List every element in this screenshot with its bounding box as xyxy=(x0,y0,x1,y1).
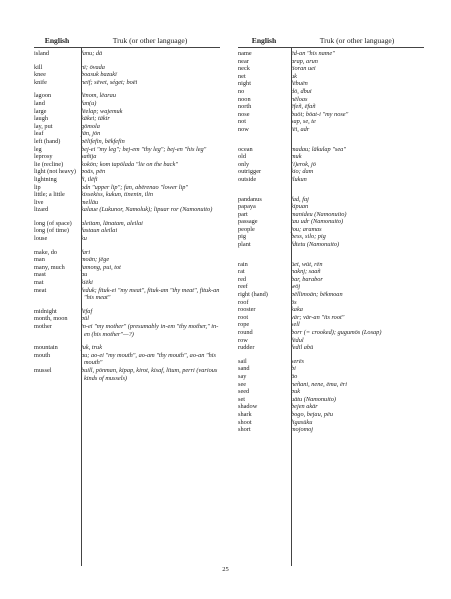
dictionary-entry xyxy=(238,337,424,345)
dictionary-entry xyxy=(238,426,424,434)
dictionary-entry xyxy=(238,419,424,427)
truk-translation: kiēki xyxy=(81,279,93,287)
english-word: round xyxy=(238,329,253,336)
dictionary-entry xyxy=(238,126,424,134)
dictionary-entry xyxy=(238,218,424,226)
english-word: meat xyxy=(34,286,47,294)
truk-translation: fad, faj xyxy=(291,195,309,203)
dictionary-entry xyxy=(34,79,220,87)
truk-translation: pēlifefin, bēkfefin xyxy=(81,137,125,145)
dictionary-entry xyxy=(238,241,424,249)
truk-translation: madau; lākulap "sea" xyxy=(291,145,346,153)
dictionary-entry xyxy=(34,50,220,58)
english-word: rooster xyxy=(238,306,256,314)
truk-translation: ūet, wūt, rēn xyxy=(291,260,323,268)
truk-translation: ligasūku xyxy=(291,418,313,426)
english-word: name xyxy=(238,50,252,57)
truk-translation: bejen akār xyxy=(291,403,318,411)
truk-translation: mojomoj xyxy=(291,426,314,434)
dictionary-entry xyxy=(34,367,220,382)
english-word: no xyxy=(238,87,245,95)
english-word: shark xyxy=(238,410,252,418)
truk-translation: bej-ei "my leg"; bej-em "thy leg"; bej-en "his leg" xyxy=(81,145,207,153)
english-word: lightning xyxy=(34,175,57,183)
truk-translation: poās, pēn xyxy=(81,168,106,176)
dictionary-entry xyxy=(238,203,424,211)
english-word: outside xyxy=(238,175,257,183)
truk-translation: fi, ilēfi xyxy=(81,175,98,183)
dictionary-entry xyxy=(238,276,424,284)
english-word: knee xyxy=(34,71,46,79)
dictionary-entry xyxy=(238,176,424,184)
english-word: month, moon xyxy=(34,315,68,323)
dictionary-entry xyxy=(34,220,220,228)
truk-translation: nī; ōvada xyxy=(81,63,105,71)
english-word: plant xyxy=(238,241,251,249)
dictionary-entry xyxy=(34,264,220,272)
dictionary-entry xyxy=(238,161,424,169)
english-word: island xyxy=(34,50,50,57)
dictionary-entry xyxy=(238,388,424,396)
english-word: set xyxy=(238,395,245,403)
truk-translation: jān, jōn xyxy=(81,130,101,138)
dictionary-page xyxy=(34,36,424,566)
dictionary-entry xyxy=(238,314,424,322)
right-entries xyxy=(238,50,424,434)
truk-translation: kokōn; kom tapōlada "lie on the back" xyxy=(81,160,178,168)
dictionary-entry xyxy=(238,226,424,234)
english-word: mouth xyxy=(34,351,51,359)
english-word: mast xyxy=(34,271,46,279)
dictionary-entry xyxy=(34,176,220,184)
dictionary-entry xyxy=(34,199,220,207)
english-word: lie (recline) xyxy=(34,160,64,168)
english-word: red xyxy=(238,275,247,283)
truk-translation: (i)erok, jō xyxy=(291,160,316,168)
truk-translation: ku xyxy=(81,235,87,243)
english-word: papaya xyxy=(238,203,256,211)
right-column xyxy=(238,36,424,566)
truk-translation: pēllimoān; bēkmoan xyxy=(291,291,343,299)
english-word: roof xyxy=(238,298,249,306)
english-word: long (of time) xyxy=(34,227,69,235)
left-entries xyxy=(34,50,220,382)
dictionary-entry xyxy=(34,146,220,154)
dictionary-entry xyxy=(238,291,424,299)
english-word: long (of space) xyxy=(34,219,72,227)
truk-translation: fedil abū xyxy=(291,344,314,352)
english-word: lizard xyxy=(34,206,49,214)
truk-translation: ēfeñ, ēfañ xyxy=(291,103,316,111)
left-column xyxy=(34,36,220,566)
dictionary-entry xyxy=(238,233,424,241)
english-word: old xyxy=(238,153,247,161)
english-word: mussel xyxy=(34,366,52,374)
truk-translation: pūl xyxy=(81,315,90,323)
dictionary-entry xyxy=(238,306,424,314)
left-column-header xyxy=(34,36,220,48)
truk-translation: muk xyxy=(291,153,302,161)
truk-translation: fari xyxy=(81,248,91,256)
truk-translation: iēi, adr xyxy=(291,125,310,133)
english-word: louse xyxy=(34,235,48,243)
english-word: rat xyxy=(238,268,245,276)
truk-translation: odn "upper lip"; fan, abērenao "lower lip" xyxy=(81,183,189,191)
dictionary-entry xyxy=(238,411,424,419)
english-word: right (hand) xyxy=(238,291,268,299)
english-word: large xyxy=(34,107,47,115)
truk-translation: mellāu xyxy=(81,198,99,206)
dictionary-entry xyxy=(34,100,220,108)
dictionary-entry xyxy=(34,235,220,243)
english-word: man xyxy=(34,256,45,264)
truk-translation: au xyxy=(81,271,88,279)
dictionary-entry xyxy=(34,115,220,123)
english-word: midnight xyxy=(34,307,57,315)
truk-translation: neif; sēvet, séget; boēi xyxy=(81,78,138,86)
english-word: pandanus xyxy=(238,195,262,203)
dictionary-entry xyxy=(34,249,220,257)
truk-translation: kipuan xyxy=(291,203,309,211)
truk-translation: boasuk bazukī xyxy=(81,71,117,79)
english-word: make, do xyxy=(34,248,58,256)
english-word: short xyxy=(238,426,251,434)
truk-translation: bar, barabor xyxy=(291,275,323,283)
english-word: mountain xyxy=(34,344,58,352)
truk-translation: puk xyxy=(291,388,301,396)
dictionary-entry xyxy=(34,123,220,131)
truk-translation: tau udr (Namonuito) xyxy=(291,218,344,226)
english-word: not xyxy=(238,118,247,126)
truk-translation: in-ei "my mother" (presumably in-em "thy mother," in-en (his mother"—?) xyxy=(81,323,219,338)
english-word: lip xyxy=(34,183,41,191)
dictionary-entry xyxy=(34,352,220,367)
dictionary-entry xyxy=(238,80,424,88)
english-word: nose xyxy=(238,110,250,118)
dictionary-entry xyxy=(238,344,424,352)
english-word: sail xyxy=(238,357,247,365)
english-word: outrigger xyxy=(238,168,262,176)
english-word: only xyxy=(238,160,250,168)
dictionary-entry xyxy=(34,287,220,302)
right-column-header xyxy=(238,36,424,48)
dictionary-entry xyxy=(34,108,220,116)
truk-translation: uk xyxy=(291,72,297,80)
dictionary-entry xyxy=(34,138,220,146)
english-word: people xyxy=(238,225,255,233)
dictionary-entry xyxy=(238,396,424,404)
english-word: shoot xyxy=(238,418,252,426)
dictionary-entry xyxy=(238,168,424,176)
truk-translation: moān; jēge xyxy=(81,256,110,264)
truk-translation: fan(u) xyxy=(81,99,97,107)
english-word: knife xyxy=(34,78,47,86)
truk-translation: jamong, pui, tot xyxy=(81,263,121,271)
english-word: kill xyxy=(34,63,43,71)
dictionary-entry xyxy=(34,153,220,161)
truk-translation: arap, arun xyxy=(291,57,318,65)
dictionary-entry xyxy=(34,279,220,287)
truk-translation: juk, truk xyxy=(81,344,102,352)
dictionary-entry xyxy=(34,184,220,192)
truk-translation: sañija xyxy=(81,153,97,161)
english-word: mother xyxy=(34,323,52,330)
dictionary-entry xyxy=(238,88,424,96)
truk-translation: bogo, bejau, pēu xyxy=(291,410,333,418)
truk-translation: feduk; fituk-ei "my meat", fituk-am "thy meat", fituk-an "his meat" xyxy=(81,286,220,302)
english-word: passage xyxy=(238,218,258,226)
dictionary-entry xyxy=(34,256,220,264)
truk-translation: fdtetu (Namonuito) xyxy=(291,241,340,249)
english-word: live xyxy=(34,198,44,206)
english-word: shadow xyxy=(238,403,258,411)
truk-translation: fēdul xyxy=(291,336,304,344)
truk-translation: kio; dam xyxy=(291,168,314,176)
truk-translation: neñani, nene, ēma, ēri xyxy=(291,380,347,388)
dictionary-entry xyxy=(238,73,424,81)
english-word: sand xyxy=(238,365,250,373)
english-word: pig xyxy=(238,233,247,241)
english-word: noon xyxy=(238,95,251,103)
english-word: leprosy xyxy=(34,153,53,161)
truk-translation: kākei; tākir xyxy=(81,115,110,123)
english-word: root xyxy=(238,313,249,321)
column-divider xyxy=(81,48,82,566)
english-word: land xyxy=(34,99,45,107)
dictionary-entry xyxy=(238,283,424,291)
truk-header: Truk (or other language) xyxy=(112,36,188,45)
dictionary-entry xyxy=(238,196,424,204)
dictionary-entry xyxy=(238,329,424,337)
dictionary-entry xyxy=(34,191,220,199)
dictionary-entry xyxy=(238,96,424,104)
dictionary-entry xyxy=(34,206,220,214)
truk-translation: fastaun aleilai xyxy=(81,227,118,235)
dictionary-entry xyxy=(238,299,424,307)
truk-header: Truk (or other language) xyxy=(319,36,395,45)
truk-translation: manideu (Namonuito) xyxy=(291,210,347,218)
english-word: say xyxy=(238,372,247,380)
dictionary-entry xyxy=(238,373,424,381)
truk-translation: borr (= crooked); gugumōs (Losap) xyxy=(291,329,382,336)
truk-translation: kalaue (Lukunor, Namoluk); lipuar ror (Namonuito) xyxy=(81,206,213,214)
truk-translation: ōs xyxy=(291,298,297,306)
dictionary-entry xyxy=(34,271,220,279)
dictionary-entry xyxy=(238,118,424,126)
page-number: 25 xyxy=(222,566,229,573)
truk-translation: lēbuēn xyxy=(291,80,308,88)
english-word: light (not heavy) xyxy=(34,168,76,176)
column-divider xyxy=(291,48,292,566)
dictionary-entry xyxy=(34,92,220,100)
dictionary-entry xyxy=(34,168,220,176)
dictionary-entry xyxy=(34,161,220,169)
truk-translation: buōt; bōat-i "my nose" xyxy=(291,110,349,118)
dictionary-entry xyxy=(238,261,424,269)
dictionary-entry xyxy=(34,308,220,316)
truk-translation: bi xyxy=(291,365,296,373)
english-word: now xyxy=(238,125,249,133)
truk-translation: wōj xyxy=(291,283,301,291)
english-word: rudder xyxy=(238,344,255,352)
dictionary-entry xyxy=(238,50,424,58)
english-word: leg xyxy=(34,145,42,153)
dictionary-entry xyxy=(238,146,424,154)
english-word: rope xyxy=(238,321,250,329)
truk-translation: ilukun xyxy=(291,175,307,183)
english-word: row xyxy=(238,336,248,344)
truk-translation: serēs xyxy=(291,357,304,365)
dictionary-entry xyxy=(238,111,424,119)
truk-translation: dō, dbui xyxy=(291,87,312,95)
dictionary-entry xyxy=(34,344,220,352)
english-word: see xyxy=(238,380,247,388)
truk-translation: aleitam, lānatam, aleilai xyxy=(81,219,143,227)
truk-translation: āo xyxy=(291,372,298,380)
truk-translation: lēnom, lēarau xyxy=(81,92,116,100)
truk-translation: fanu; dā xyxy=(81,50,103,57)
english-word: laugh xyxy=(34,115,48,123)
english-header: English xyxy=(251,36,277,45)
english-word: lay, put xyxy=(34,122,53,130)
truk-translation: buill, pōnman, kipap, kirot, kisaf, litum, perri (various kinds of mussels) xyxy=(81,366,218,382)
truk-translation: bess, silo; pig xyxy=(291,233,326,241)
dictionary-entry xyxy=(238,358,424,366)
dictionary-entry xyxy=(238,403,424,411)
dictionary-entry xyxy=(238,365,424,373)
dictionary-entry xyxy=(238,211,424,219)
truk-translation: vār; vār-an "its root" xyxy=(291,313,345,321)
english-word: lagoon xyxy=(34,92,52,100)
english-header: English xyxy=(44,36,70,45)
english-word: neck xyxy=(238,65,250,73)
truk-translation: nēloas xyxy=(291,95,308,103)
truk-translation: sap, se, te xyxy=(291,118,316,126)
english-word: rain xyxy=(238,260,248,268)
english-word: leaf xyxy=(34,130,44,138)
dictionary-entry xyxy=(238,103,424,111)
english-word: net xyxy=(238,72,246,80)
truk-translation: au; ao-ei "my mouth", ao-am "thy mouth", ao-an "his mouth" xyxy=(81,351,216,367)
truk-translation: jou; aramas xyxy=(291,225,322,233)
english-word: near xyxy=(238,57,249,65)
dictionary-entry xyxy=(34,227,220,235)
english-word: many, much xyxy=(34,263,65,271)
truk-translation: ēd-an "his name" xyxy=(291,50,335,57)
english-word: ocean xyxy=(238,145,253,153)
truk-translation: lēfaf xyxy=(81,307,93,315)
dictionary-entry xyxy=(238,268,424,276)
english-word: night xyxy=(238,80,251,88)
english-word: seed xyxy=(238,388,250,396)
english-word: part xyxy=(238,210,248,218)
dictionary-entry xyxy=(34,315,220,323)
english-word: left (hand) xyxy=(34,137,61,145)
dictionary-entry xyxy=(238,65,424,73)
dictionary-entry xyxy=(238,58,424,66)
english-word: little; a little xyxy=(34,191,65,199)
english-word: reef xyxy=(238,283,248,291)
english-word: mat xyxy=(34,279,44,287)
dictionary-entry xyxy=(34,71,220,79)
truk-translation: uātu (Namonuito) xyxy=(291,395,336,403)
dictionary-entry xyxy=(238,153,424,161)
truk-translation: sell xyxy=(291,321,300,329)
truk-translation: gōmola xyxy=(81,122,100,130)
dictionary-entry xyxy=(34,64,220,72)
truk-translation: lēelap; wajemuk xyxy=(81,107,123,115)
dictionary-entry xyxy=(34,130,220,138)
english-word: north xyxy=(238,103,252,111)
truk-translation: naknj; saañ xyxy=(291,268,321,276)
truk-translation: kaka xyxy=(291,306,303,314)
truk-translation: tioran uei xyxy=(291,65,316,73)
dictionary-entry xyxy=(238,381,424,389)
dictionary-entry xyxy=(34,323,220,338)
dictionary-entry xyxy=(238,321,424,329)
truk-translation: kissekiss, kukun, tinenin, ilin xyxy=(81,191,154,199)
